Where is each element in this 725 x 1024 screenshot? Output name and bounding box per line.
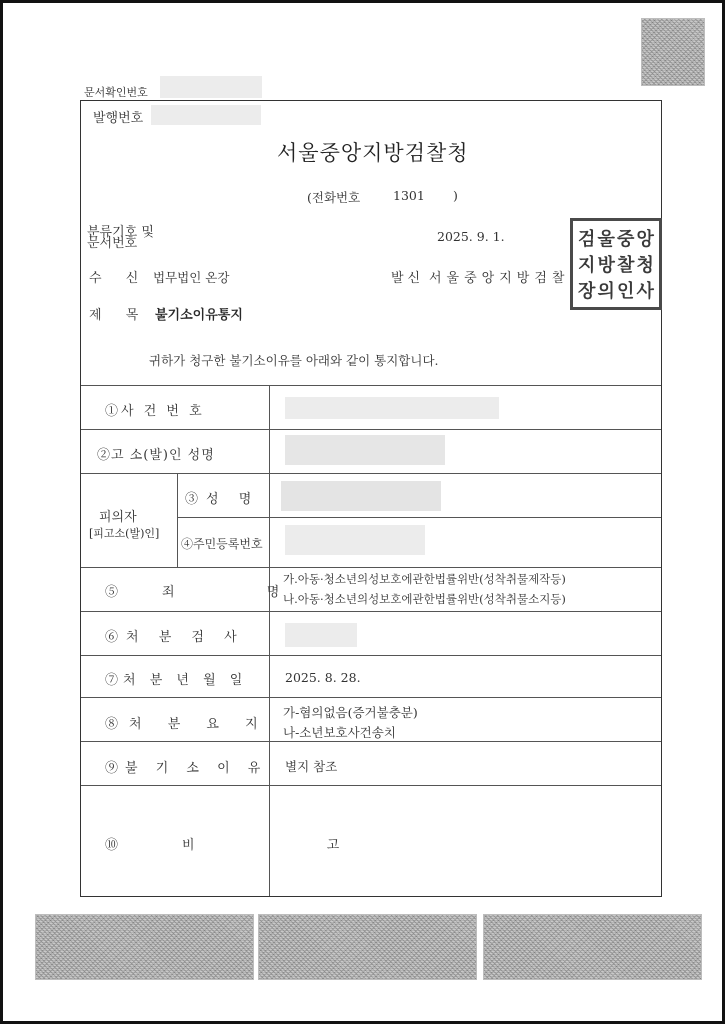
charge-label: ⑤죄 명 — [105, 585, 324, 600]
charge-value-1: 가.아동·청소년의성보호에관한법률위반(성착취물제작등) — [283, 572, 566, 586]
prosecutor-redacted — [285, 623, 357, 647]
recipient-label: 수 신 — [89, 271, 149, 286]
security-pattern-top — [641, 18, 705, 86]
prosecutor-office-seal: 검 울 중 앙 지 방 찰 청 장 의 인 사 — [570, 218, 662, 310]
non-prosecution-reason-value: 별지 참조 — [285, 759, 338, 774]
resident-number-label: ④주민등록번호 — [181, 537, 263, 551]
suspect-name-label: ③성 명 — [185, 492, 260, 507]
sender-label: 발신 — [391, 271, 425, 286]
disposition-summary-value-2: 나-소년보호사건송치 — [283, 725, 396, 740]
complainant-label: ②고 소(발)인 성명 — [97, 448, 215, 463]
table-top-border — [81, 385, 661, 386]
recipient-value: 법무법인 온강 — [153, 270, 230, 285]
issue-number-label: 발행번호 — [93, 111, 144, 126]
case-number-label: ①사 건 번 호 — [105, 404, 205, 419]
phone-number: 1301 — [393, 188, 425, 203]
charge-value-2: 나.아동·청소년의성보호에관한법률위반(성착취물소지등) — [283, 592, 566, 606]
complainant-redacted — [285, 435, 445, 465]
table-column-divider — [269, 385, 270, 896]
remarks-label: ⑩비 고 — [105, 838, 404, 853]
document-date: 2025. 9. 1. — [437, 229, 505, 244]
classification-label-2: 문서번호 — [87, 236, 138, 251]
issue-number-redacted — [151, 105, 261, 125]
phone-close: ) — [453, 188, 458, 203]
disposition-summary-label: ⑧처 분 요 지 — [105, 717, 269, 732]
suspect-name-redacted — [281, 481, 441, 511]
suspect-label: 피의자 — [99, 510, 137, 525]
case-number-redacted — [285, 397, 499, 419]
disposition-summary-value-1: 가-혐의없음(증거불충분) — [283, 705, 418, 720]
doc-check-number-redacted — [160, 76, 262, 98]
suspect-sub-label: [피고소(발)인] — [89, 527, 160, 540]
classification-label-1: 분류기호 및 — [87, 225, 154, 240]
sender-value: 서울중앙지방검찰 — [429, 271, 570, 286]
prosecutor-label: ⑥처 분 검 사 — [105, 630, 245, 645]
security-pattern-bottom-center — [258, 914, 477, 980]
non-prosecution-reason-label: ⑨불 기 소 이 유 — [105, 761, 268, 776]
security-pattern-bottom-right — [483, 914, 702, 980]
subject-label: 제 목 — [89, 308, 149, 323]
subject-value: 불기소이유통지 — [155, 308, 243, 323]
phone-label: (전화번호 — [307, 190, 361, 205]
disposition-date-value: 2025. 8. 28. — [285, 670, 361, 685]
page-title: 서울중앙지방검찰청 — [277, 141, 469, 165]
security-pattern-bottom-left — [35, 914, 254, 980]
doc-check-number-label: 문서확인번호 — [84, 86, 148, 99]
intro-text: 귀하가 청구한 불기소이유를 아래와 같이 통지합니다. — [149, 353, 439, 368]
disposition-date-label: ⑦처 분 년 월 일 — [105, 673, 248, 688]
resident-number-redacted — [285, 525, 425, 555]
